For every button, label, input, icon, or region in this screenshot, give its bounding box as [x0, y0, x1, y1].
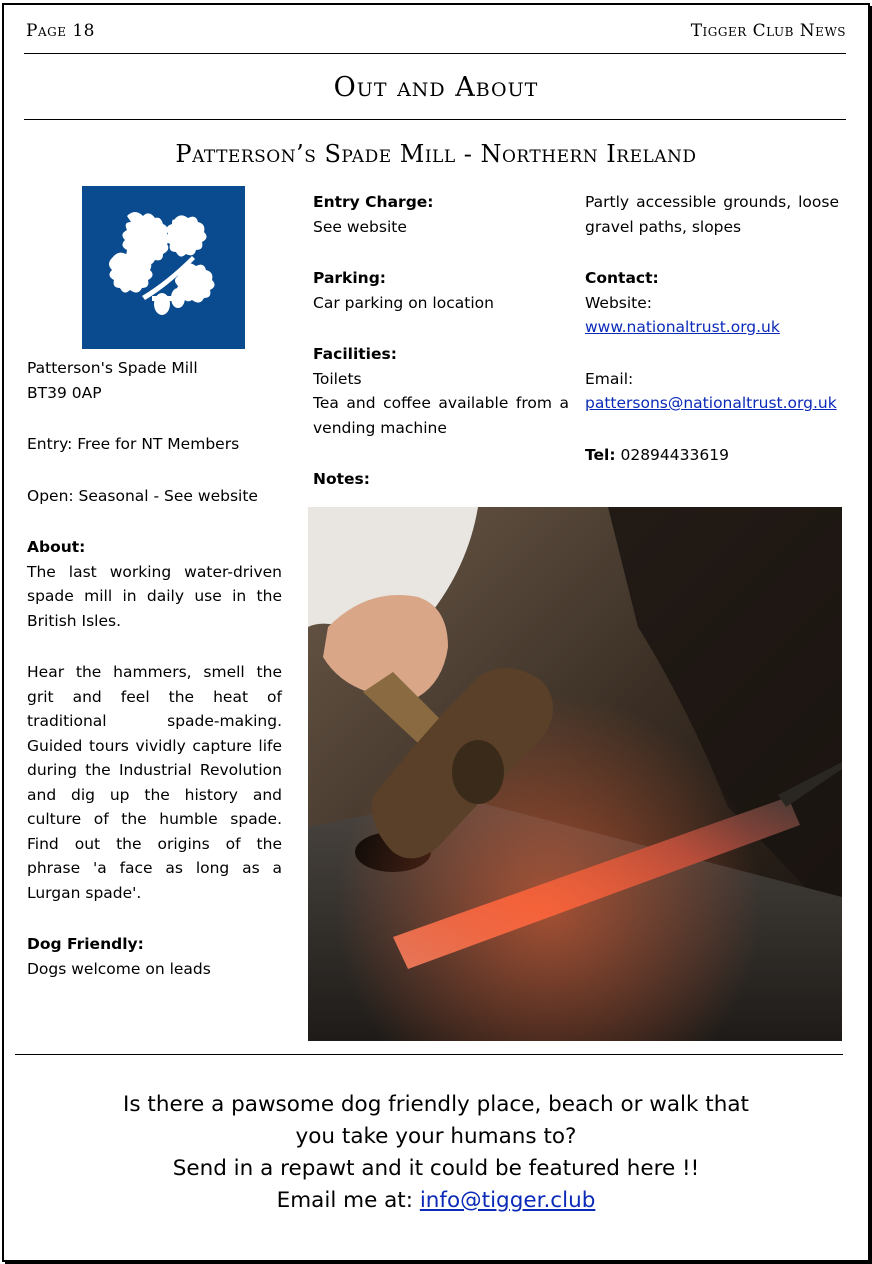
cta-line-2: you take your humans to?	[295, 1124, 577, 1149]
blacksmith-illustration	[308, 507, 842, 1041]
facilities-toilets: Toilets	[313, 369, 362, 388]
email-label: Email:	[585, 369, 634, 388]
publication-name: Tigger Club News	[690, 21, 846, 41]
about-label: About:	[27, 538, 86, 556]
entry-info: Entry: Free for NT Members	[27, 435, 240, 453]
entry-charge-value: See website	[313, 217, 407, 236]
about-paragraph-1: The last working water-driven spade mill in daily use in the British Isles.	[27, 562, 282, 630]
blacksmith-photo	[308, 507, 842, 1041]
opening-info: Open: Seasonal - See website	[27, 486, 258, 505]
right-column	[585, 190, 839, 467]
tel-number: 02894433619	[615, 445, 729, 464]
call-to-action	[0, 1089, 872, 1217]
cta-line-1: Is there a pawsome dog friendly place, beach or walk that	[123, 1092, 749, 1117]
parking-label: Parking:	[313, 269, 386, 287]
middle-column	[313, 190, 569, 492]
cta-line-3: Send in a repawt and it could be featured here !!	[172, 1156, 700, 1181]
dog-friendly-text: Dogs welcome on leads	[27, 959, 211, 978]
national-trust-logo	[82, 186, 245, 349]
parking-value: Car parking on location	[313, 293, 494, 312]
entry-charge-label: Entry Charge:	[313, 193, 434, 211]
tel-label: Tel:	[585, 445, 616, 464]
about-paragraph-2: Hear the hammers, smell the grit and feel the heat of traditional spade-making. Guided tours vividly capture life during the Industrial Revolution and dig up the history and culture of the humble spade. Find out the origins of the phrase 'a face as long as a Lurgan spade'.	[27, 663, 282, 902]
facilities-label: Facilities:	[313, 345, 397, 363]
page-number: Page 18	[26, 21, 95, 41]
place-name: Patterson's Spade Mill	[27, 359, 198, 377]
email-link[interactable]: pattersons@nationaltrust.org.uk	[585, 394, 837, 412]
dog-friendly-label: Dog Friendly:	[27, 935, 144, 953]
postcode: BT39 0AP	[27, 383, 102, 402]
section-rule	[24, 119, 846, 120]
section-title: Out and About	[333, 72, 539, 103]
oak-leaf-acorn-icon	[82, 186, 245, 349]
contact-label: Contact:	[585, 269, 659, 287]
article-title: Patterson’s Spade Mill - Northern Ireland	[175, 140, 697, 168]
footer-rule	[15, 1054, 843, 1055]
accessibility-info: Partly accessible grounds, loose gravel paths, slopes	[585, 193, 839, 236]
cta-email-line	[0, 1185, 872, 1217]
website-label: Website:	[585, 293, 653, 312]
cta-email-link[interactable]: info@tigger.club	[419, 1188, 596, 1213]
left-column	[27, 356, 282, 981]
website-link[interactable]: www.nationaltrust.org.uk	[585, 318, 780, 336]
cta-email-prefix: Email me at:	[276, 1188, 420, 1213]
notes-label: Notes:	[313, 470, 370, 488]
facilities-vending: Tea and coffee available from a vending machine	[313, 394, 569, 437]
telephone	[585, 443, 839, 468]
header-rule	[24, 53, 846, 54]
